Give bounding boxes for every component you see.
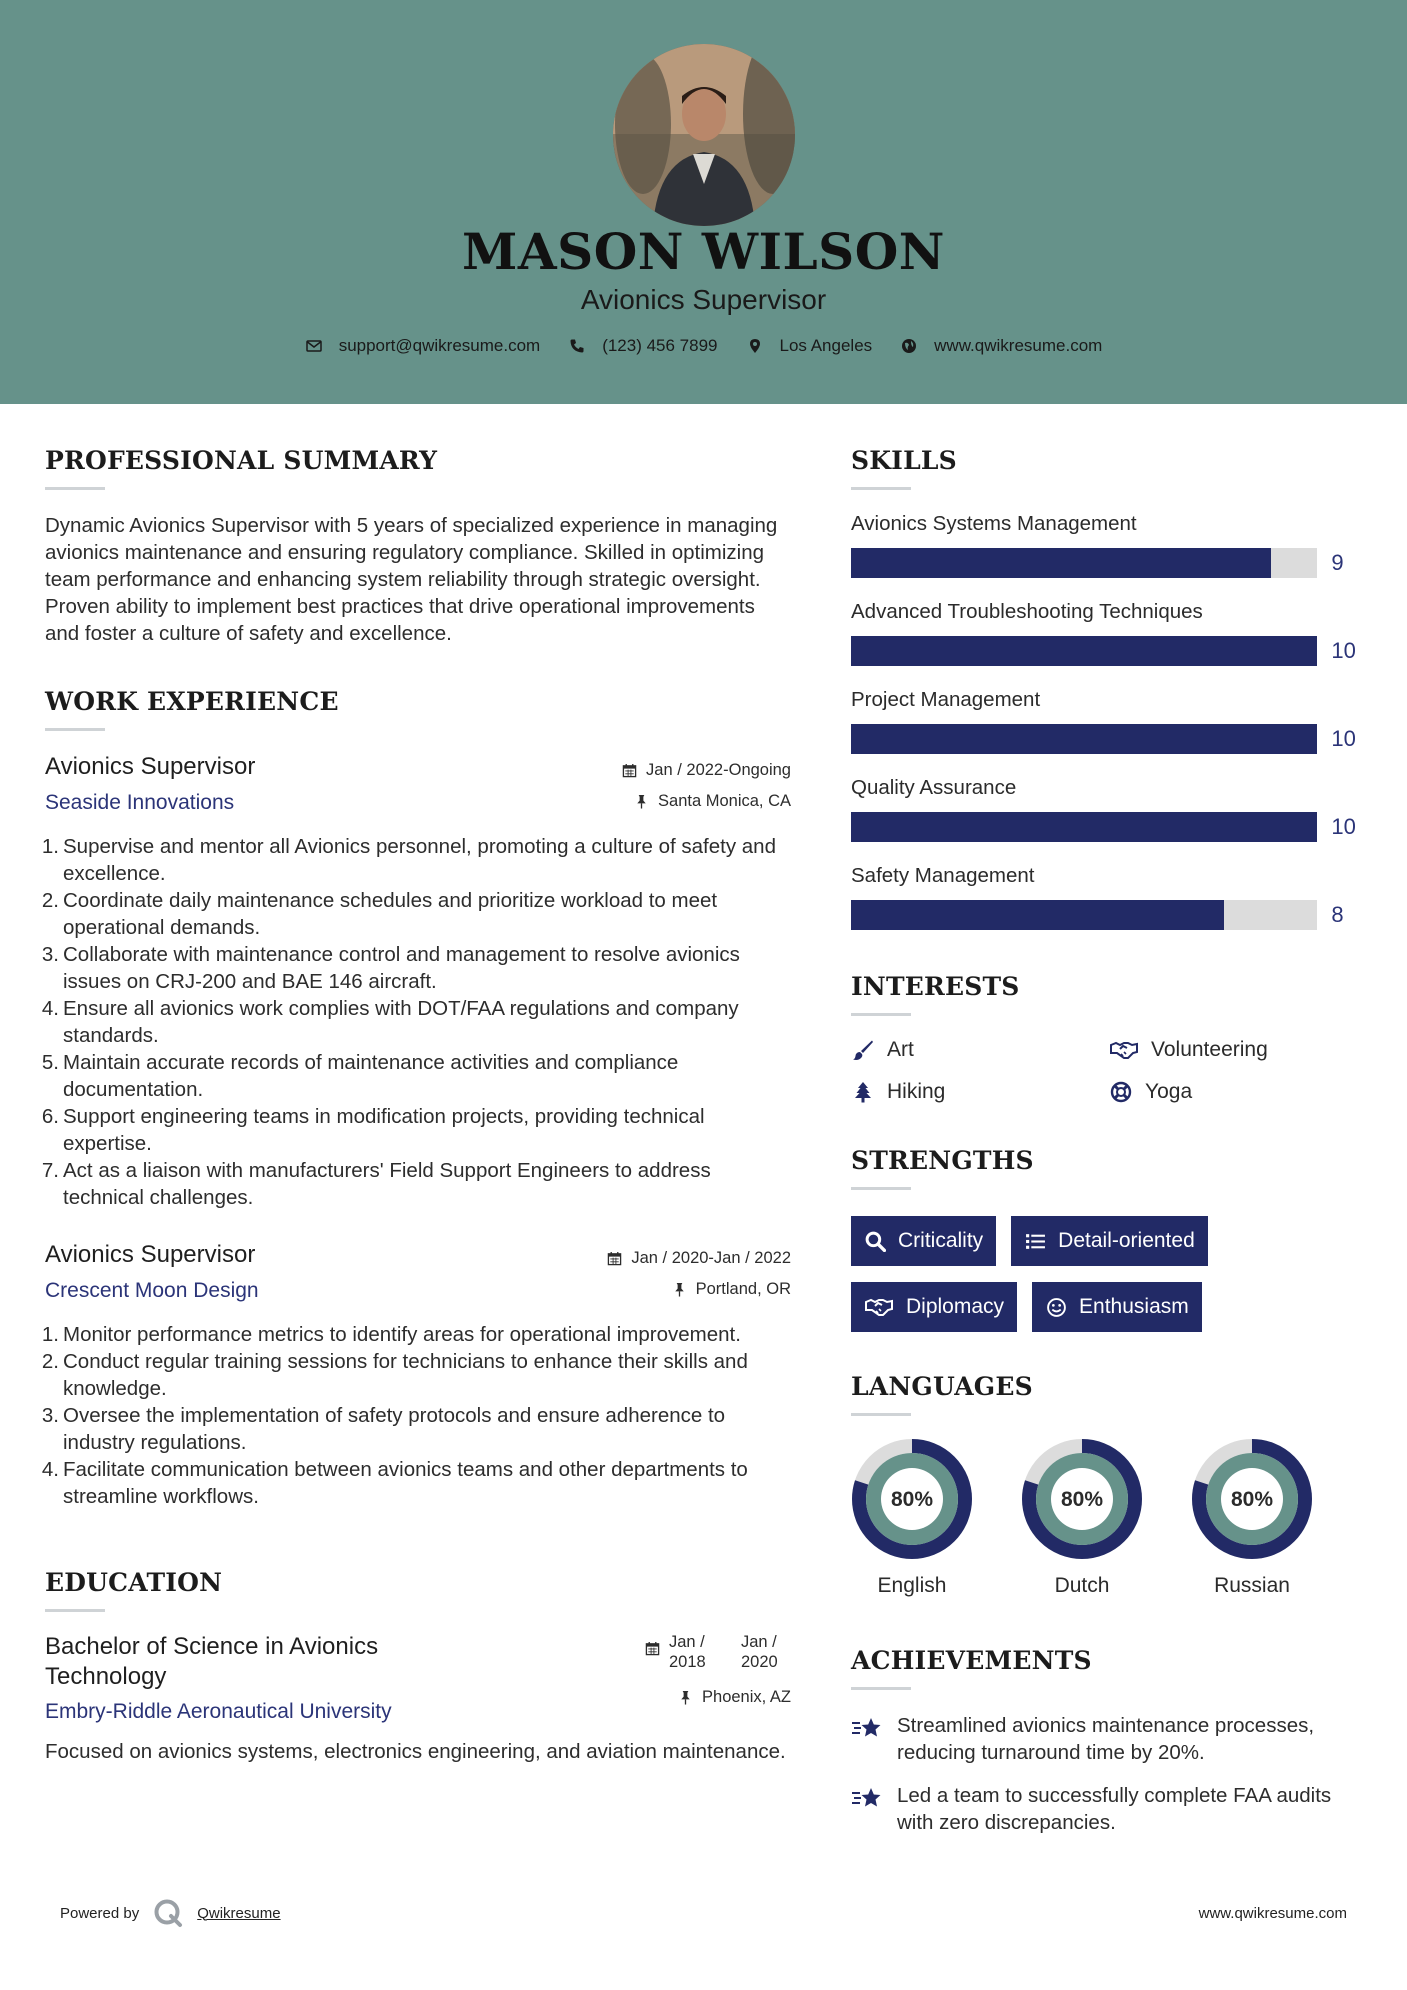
education-description: Focused on avionics systems, electronics engineering, and aviation maintenance. [45,1740,786,1763]
candidate-name: MASON WILSON [462,222,945,281]
section-title-languages: LANGUAGES [851,1372,1033,1401]
job-dates: Jan / 2020-Jan / 2022 [607,1249,791,1268]
language-percent: 80% [1060,1488,1104,1511]
qwikresume-logo-icon [153,1898,183,1928]
list-item: 6. Support engineering teams in modification projects, providing technical expertise. [41,1105,705,1155]
skill-bar [851,900,1317,930]
section-title-strengths: STRENGTHS [851,1146,1034,1175]
contact-email-text: support@qwikresume.com [338,336,541,355]
job-title: Avionics Supervisor [45,1241,256,1268]
section-divider [45,728,105,731]
interest-item-hiking: Hiking [851,1080,1109,1104]
handshake-icon [1109,1038,1139,1062]
search-icon [864,1230,886,1252]
skills-section [851,446,1361,930]
section-title-interests: INTERESTS [851,972,1020,1001]
skill-bar-fill [851,812,1317,842]
skill-value: 10 [1331,814,1356,839]
skill-item [851,600,1361,666]
summary-text: Dynamic Avionics Supervisor with 5 years of specialized experience in managing avionics maintenance and ensuring regulatory compliance. Skilled in optimizing team performance and enhancing system reliability through strategic oversight. Proven ability to implement best practices that drive operational improvements and foster a culture of safety and excellence. [45,514,778,645]
interest-item-art: Art [851,1038,1109,1062]
education-entry [45,1632,791,1765]
professional-summary-section [45,446,791,647]
strength-chip-enthusiasm: Enthusiasm [1032,1282,1202,1332]
section-title-summary: PROFESSIONAL SUMMARY [45,446,438,475]
language-progress-ring [851,1438,973,1560]
list-item: 5. Maintain accurate records of maintenance activities and compliance documentation. [41,1051,679,1101]
profile-photo-image [613,44,795,226]
skill-item [851,512,1361,578]
achievements-section [851,1646,1361,1836]
section-divider [45,487,105,490]
section-title-skills: SKILLS [851,446,957,475]
interest-item-yoga: Yoga [1109,1080,1367,1104]
work-experience-section [41,687,791,1510]
handshake-icon [864,1296,894,1318]
language-name: English [877,1574,947,1597]
skill-bar [851,812,1317,842]
skill-bar-fill [851,548,1271,578]
skill-item [851,864,1361,930]
skill-name: Safety Management [851,864,1035,887]
list-item: 4. Ensure all avionics work complies with DOT/FAA regulations and company standards. [41,997,739,1047]
pushpin-icon [634,794,650,810]
skill-bar-fill [851,636,1317,666]
list-item: 3. Oversee the implementation of safety protocols and ensure adherence to industry regulations. [41,1404,726,1454]
profile-photo [613,44,795,226]
interest-item-volunteering: Volunteering [1109,1038,1367,1062]
job-location: Santa Monica, CA [634,792,791,811]
contact-website-text: www.qwikresume.com [934,336,1103,355]
skill-name: Advanced Troubleshooting Techniques [851,600,1203,623]
education-dates [645,1632,791,1672]
phone-icon [568,337,586,355]
skill-value: 10 [1331,638,1356,663]
contact-bar [0,336,1407,356]
job-entry-1 [41,753,791,1211]
calendar-icon [622,763,638,779]
language-name: Russian [1214,1574,1290,1597]
skill-bar-fill [851,900,1224,930]
skills-list [851,512,1361,930]
list-item: 1. Monitor performance metrics to identify areas for operational improvement. [41,1323,741,1346]
candidate-title: Avionics Supervisor [580,284,827,315]
list-item: 2. Conduct regular training sessions for technicians to enhance their skills and knowledge. [41,1350,748,1400]
section-divider [851,1013,911,1016]
section-divider [851,1413,911,1416]
strength-chip-detail-oriented: Detail-oriented [1011,1216,1208,1266]
skill-name: Quality Assurance [851,776,1017,799]
lifebuoy-icon [1109,1080,1133,1104]
section-divider [851,1687,911,1690]
skill-bar [851,636,1317,666]
pushpin-icon [672,1282,688,1298]
section-divider [851,1187,911,1190]
job-company: Seaside Innovations [45,791,235,814]
shooting-star-icon [851,1782,885,1812]
language-item [851,1438,1021,1598]
language-percent: 80% [1230,1488,1274,1511]
globe-icon [900,337,918,355]
skill-value: 8 [1331,902,1344,927]
right-column [851,446,1361,1836]
language-item [1021,1438,1191,1598]
education-section [45,1568,791,1765]
calendar-icon [645,1641,661,1657]
job-location: Portland, OR [672,1280,791,1299]
section-divider [851,487,911,490]
section-title-achievements: ACHIEVEMENTS [851,1646,1092,1675]
skill-name: Avionics Systems Management [851,512,1137,535]
education-start-date: Jan / 2018 [669,1633,706,1671]
skill-bar [851,724,1317,754]
resume-header [0,0,1407,404]
achievement-item: Led a team to successfully complete FAA audits with zero discrepancies. [851,1782,1361,1836]
school-name: Embry-Riddle Aeronautical University [45,1700,392,1723]
interests-section [851,972,1361,1104]
strength-chip-diplomacy: Diplomacy [851,1282,1017,1332]
powered-by-label: Powered by [60,1904,140,1922]
contact-website[interactable] [900,336,1102,356]
job-responsibilities [41,833,791,1211]
left-column [41,446,791,1765]
job-entry-2 [41,1241,791,1510]
skill-bar [851,548,1317,578]
shooting-star-icon [851,1712,885,1742]
language-item [1191,1438,1361,1598]
list-icon [1024,1230,1046,1252]
section-title-experience: WORK EXPERIENCE [45,687,339,716]
skill-item [851,688,1361,754]
skill-name: Project Management [851,688,1041,711]
contact-phone[interactable] [568,336,717,356]
contact-location-text: Los Angeles [779,336,873,355]
degree-title: Bachelor of Science in Avionics Technology [45,1633,379,1690]
language-progress-ring [1191,1438,1313,1560]
contact-email[interactable] [305,336,541,356]
map-pin-icon [746,337,764,355]
job-title: Avionics Supervisor [45,753,256,780]
skill-bar-fill [851,724,1317,754]
languages-section [851,1372,1361,1598]
footer-website[interactable]: www.qwikresume.com [1198,1905,1347,1922]
job-responsibilities [41,1321,791,1510]
language-progress-ring [1021,1438,1143,1560]
language-name: Dutch [1054,1574,1110,1597]
envelope-icon [305,337,323,355]
list-item: 4. Facilitate communication between avionics teams and other departments to streamline workflows. [41,1458,748,1508]
qwikresume-link[interactable]: Qwikresume [197,1904,281,1922]
calendar-icon [607,1251,623,1267]
education-end-date: Jan / 2020 [741,1633,778,1671]
smile-icon [1045,1296,1067,1318]
skill-value: 10 [1331,726,1356,751]
achievement-item: Streamlined avionics maintenance processes, reducing turnaround time by 20%. [851,1712,1361,1766]
footer-powered-by [60,1898,281,1928]
section-title-education: EDUCATION [45,1568,223,1597]
list-item: 2. Coordinate daily maintenance schedules and prioritize workload to meet operational demands. [41,889,718,939]
tree-icon [851,1080,875,1104]
contact-location [746,336,873,356]
strengths-section [851,1146,1361,1332]
pushpin-icon [678,1690,694,1706]
contact-phone-text: (123) 456 7899 [602,336,718,355]
paintbrush-icon [851,1038,875,1062]
skill-item [851,776,1361,842]
job-company: Crescent Moon Design [45,1279,259,1302]
skill-value: 9 [1331,550,1344,575]
language-percent: 80% [890,1488,934,1511]
list-item: 1. Supervise and mentor all Avionics personnel, promoting a culture of safety and excellence. [41,835,776,885]
education-location: Phoenix, AZ [678,1688,791,1707]
list-item: 7. Act as a liaison with manufacturers' Field Support Engineers to address technical challenges. [41,1159,711,1209]
list-item: 3. Collaborate with maintenance control and management to resolve avionics issues on CRJ-200 and BAE 146 aircraft. [41,943,740,993]
strength-chip-criticality: Criticality [851,1216,996,1266]
section-divider [45,1609,105,1612]
job-dates: Jan / 2022-Ongoing [622,761,791,780]
